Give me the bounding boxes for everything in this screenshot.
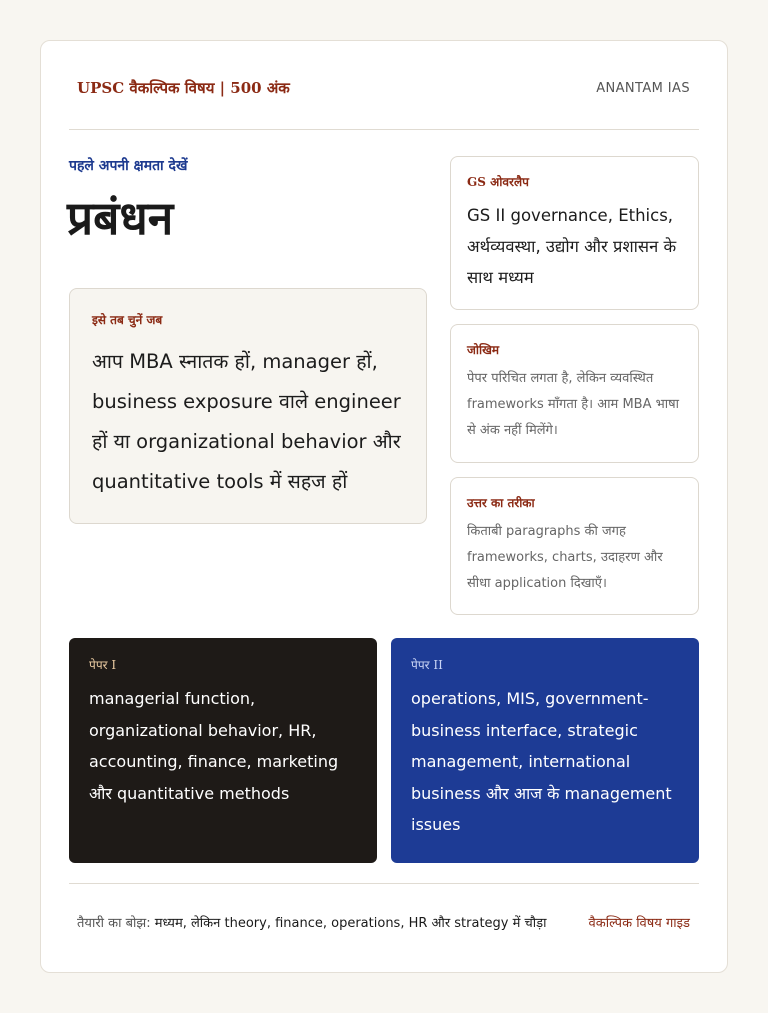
answer-style-text: किताबी paragraphs की जगह frameworks, charts, उदाहरण और सीधा application दिखाएँ। (467, 524, 663, 591)
page-title: प्रबंधन (67, 191, 174, 245)
guide-label: वैकल्पिक विषय गाइड (588, 916, 690, 931)
prep-load (77, 913, 547, 931)
header-exam-label: UPSC वैकल्पिक विषय | 500 अंक (77, 79, 290, 97)
choose-when-box (69, 288, 427, 524)
header-divider (69, 129, 699, 130)
footer-divider (69, 883, 699, 884)
gs-overlap-card (450, 156, 699, 310)
kicker: पहले अपनी क्षमता देखें (69, 158, 188, 174)
paper-1-text: managerial function, organizational behavior, HR, accounting, finance, marketing और quantitative methods (89, 689, 339, 803)
risk-label: जोखिम (467, 343, 500, 357)
gs-overlap-text: GS II governance, Ethics, अर्थव्यवस्था, उद्योग और प्रशासन के साथ मध्यम (467, 206, 677, 287)
header-brand: ANANTAM IAS (596, 81, 690, 96)
prep-load-prefix: तैयारी का बोझ: (77, 916, 155, 931)
risk-card (450, 324, 699, 463)
paper-1-label: पेपर I (89, 658, 117, 672)
paper-2-label: पेपर II (411, 658, 443, 672)
paper-1-card (69, 638, 377, 863)
risk-text: पेपर परिचित लगता है, लेकिन व्यवस्थित frameworks माँगता है। आम MBA भाषा से अंक नहीं मिलेंगे। (467, 371, 679, 438)
choose-when-label: इसे तब चुनें जब (92, 313, 163, 327)
choose-when-text: आप MBA स्नातक हों, manager हों, business exposure वाले engineer हों या organizational behavior और quantitative tools में सहज हों (92, 350, 401, 493)
prep-load-value: मध्यम, लेकिन theory, finance, operations, HR और strategy में चौड़ा (154, 916, 547, 931)
answer-style-label: उत्तर का तरीका (467, 496, 535, 510)
gs-overlap-label: GS ओवरलैप (467, 175, 529, 189)
paper-2-card (391, 638, 699, 863)
answer-style-card (450, 477, 699, 615)
paper-2-text: operations, MIS, government-business interface, strategic management, international business और आज के management issues (411, 689, 672, 834)
